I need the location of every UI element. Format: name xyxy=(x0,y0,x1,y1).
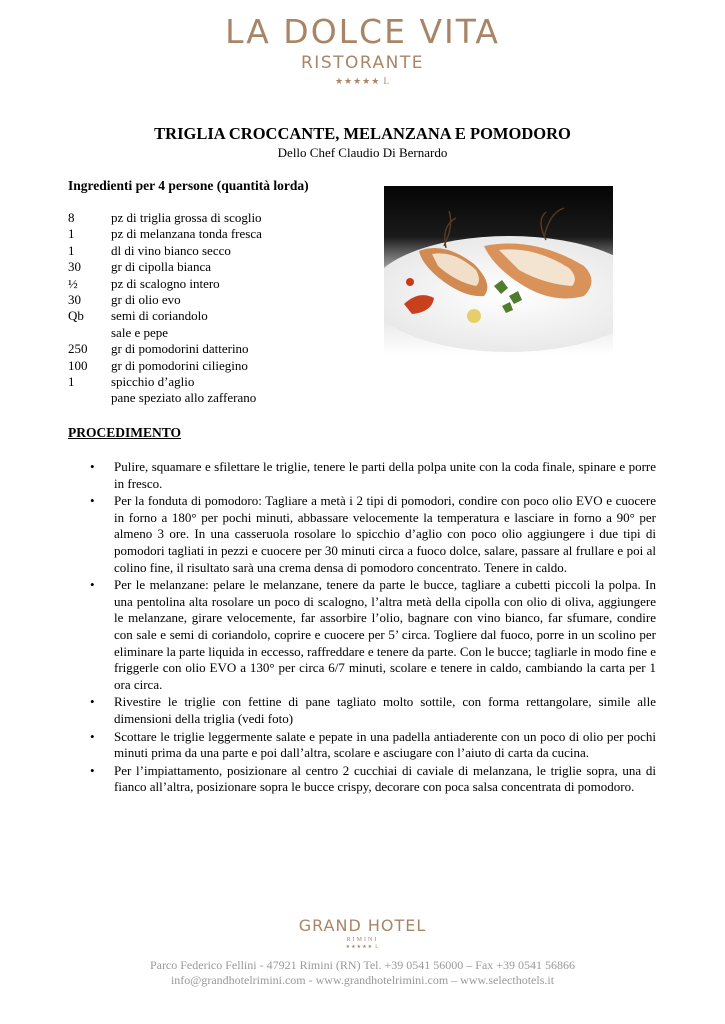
procedure-step xyxy=(90,577,656,693)
ingredient-item xyxy=(68,210,262,226)
ingredient-qty: 100 xyxy=(68,357,88,373)
procedure-step-text: Per la fonduta di pomodoro: Tagliare a metà i 2 tipi di pomodori, condire con poco olio EVO e cuocere in forno a 180° per pochi minuti, abbassare velocemente la temperatura e lasciare in forno a 90° per almeno 3 ore. In una casseruola rosolare lo spicchio d’aglio con poco olio aggiungere i due tipi di pomodori tagliati in pezzi e cuocere per 30 minuti circa a fuoco dolce, salare, passare al frullare e poi al colino fine, il risultato sarà una crema densa di pomodoro concentrato. Tenere in caldo. xyxy=(114,493,656,575)
ingredient-item xyxy=(68,276,262,292)
hotel-logo-title: GRAND HOTEL xyxy=(298,916,427,935)
procedure-heading: PROCEDIMENTO xyxy=(68,425,182,440)
logo-title: LA DOLCE VITA xyxy=(225,12,500,51)
ingredient-desc: gr di cipolla bianca xyxy=(111,259,211,275)
ingredient-qty: 1 xyxy=(68,242,75,258)
procedure-step-text: Per l’impiattamento, posizionare al centro 2 cucchiai di caviale di melanzana, le triglie sopra, una di fianco all’altra, posizionare sopra le bucce crispy, decorare con poca salsa concentrata di pomodoro. xyxy=(114,762,656,795)
ingredient-desc: pz di scalogno intero xyxy=(111,275,220,291)
ingredient-qty: 30 xyxy=(68,259,81,275)
hotel-logo xyxy=(0,916,725,952)
bullet-icon: • xyxy=(90,493,95,509)
ingredient-qty: 8 xyxy=(68,210,75,225)
procedure-step-text: Pulire, squamare e sfilettare le triglie, tenere le parti della polpa unite con la coda finale, spinare e porre in fresco. xyxy=(114,459,656,491)
ingredient-item xyxy=(68,358,262,374)
ingredients-list xyxy=(68,210,262,407)
ingredient-qty: 30 xyxy=(68,291,81,307)
ingredient-item xyxy=(68,325,262,341)
bullet-icon: • xyxy=(90,459,95,474)
ingredient-item xyxy=(68,292,262,308)
hotel-logo-stars: ★★★★★ L xyxy=(345,945,380,950)
ingredient-qty: ½ xyxy=(68,275,78,291)
ingredient-qty: 1 xyxy=(68,226,75,242)
bullet-icon: • xyxy=(90,728,95,744)
ingredient-item xyxy=(68,259,262,275)
bullet-icon: • xyxy=(90,577,95,593)
procedure-step xyxy=(90,459,656,492)
procedure-step-text: Rivestire le triglie con fettine di pane tagliato molto sottile, con forma rettangolare, simile alle dimensioni della triglia (vedi foto) xyxy=(114,694,656,726)
ingredient-item xyxy=(68,243,262,259)
ingredient-item xyxy=(68,341,262,357)
ingredient-desc: gr di pomodorini ciliegino xyxy=(111,357,248,373)
procedure-step xyxy=(90,762,656,796)
bullet-icon: • xyxy=(90,694,95,710)
procedure-step xyxy=(90,493,656,576)
ingredient-desc: spicchio d’aglio xyxy=(111,373,195,389)
ingredients-heading: Ingredienti per 4 persone (quantità lorda) xyxy=(68,178,309,193)
restaurant-logo xyxy=(0,12,725,88)
procedure-step xyxy=(90,694,656,727)
ingredient-qty: 1 xyxy=(68,373,75,389)
procedure-step-text: Per le melanzane: pelare le melanzane, tenere da parte le bucce, tagliare a cubetti piccoli la polpa. In una pentolina alta rosolare un poco di scalogno, l’altra metà della cipolla con olio di oliva, aggiungere le melanzane, girare velocemente, far assorbire l’olio, bagnare con vino bianco, far sfumare, condire con sale e semi di coriandolo, coprire e cuocere per 5’ circa. Togliere dal fuoco, porre in un scolino per eliminare la parte liquida in eccesso, raffreddare e tenere da parte. Con le bucce; tagliarle in modo fine e friggerle con olio EVO a 130° per circa 6/7 minuti, scolare e tenere in caldo, cambiando la carta per 1 ora circa. xyxy=(114,577,656,692)
recipe-title: TRIGLIA CROCCANTE, MELANZANA E POMODORO xyxy=(154,124,571,143)
logo-stars: ★★★★★ L xyxy=(334,76,391,86)
ingredient-item xyxy=(68,374,262,390)
footer-contacts: info@grandhotelrimini.com - www.grandhotelrimini.com – www.selecthotels.it xyxy=(170,973,555,987)
ingredient-desc: pz di triglia grossa di scoglio xyxy=(111,210,262,225)
ingredient-qty: Qb xyxy=(68,308,84,324)
dish-photo xyxy=(384,186,613,355)
bullet-icon: • xyxy=(90,762,95,778)
procedure-steps xyxy=(90,459,656,797)
procedure-step-text: Scottare le triglie leggermente salate e pepate in una padella antiaderente con un poco di olio per pochi minuti prima da una parte e poi dall’altra, scolare e asciugare con l’aiuto di carta da cucina. xyxy=(114,728,656,761)
ingredient-item xyxy=(68,390,262,406)
procedure-step xyxy=(90,728,656,762)
logo-subtitle: RISTORANTE xyxy=(301,53,424,73)
ingredient-item xyxy=(68,308,262,324)
ingredient-desc: pane speziato allo zafferano xyxy=(111,390,257,406)
ingredient-desc: gr di olio evo xyxy=(111,291,181,307)
ingredient-qty: 250 xyxy=(68,341,88,357)
ingredient-desc: pz di melanzana tonda fresca xyxy=(111,226,262,242)
ingredient-desc: sale e pepe xyxy=(111,324,169,340)
ingredient-item xyxy=(68,226,262,242)
ingredient-desc: dl di vino bianco secco xyxy=(111,242,231,258)
hotel-logo-subtitle: RIMINI xyxy=(346,937,379,943)
ingredient-desc: semi di coriandolo xyxy=(111,308,208,324)
ingredient-desc: gr di pomodorini datterino xyxy=(111,341,249,357)
footer xyxy=(0,958,725,988)
footer-address: Parco Federico Fellini - 47921 Rimini (RN) Tel. +39 0541 56000 – Fax +39 0541 56866 xyxy=(149,958,576,972)
chef-credit: Dello Chef Claudio Di Bernardo xyxy=(277,145,448,160)
